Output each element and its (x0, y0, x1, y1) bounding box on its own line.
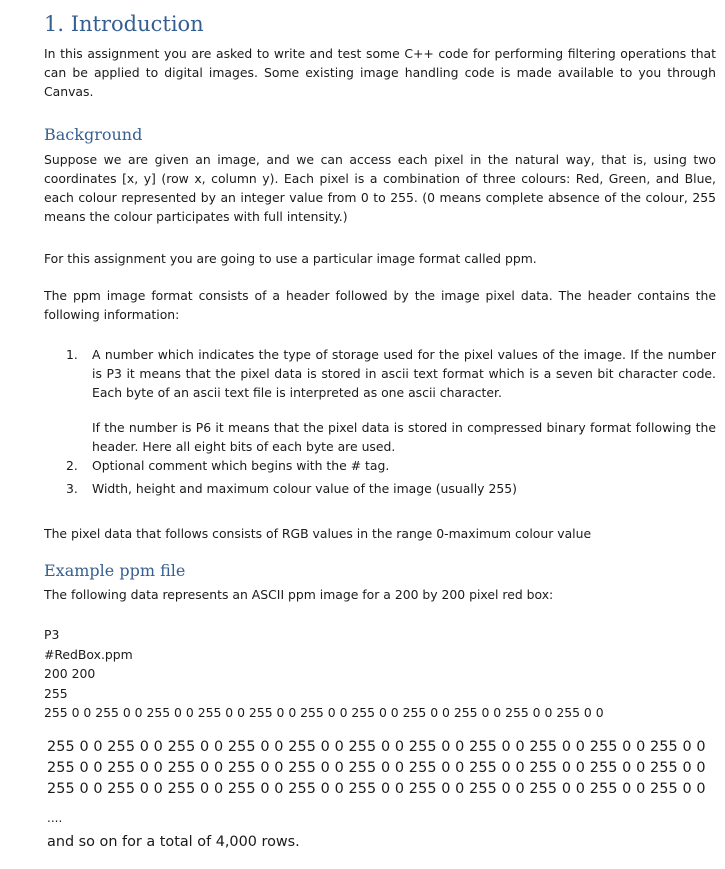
list-item-number: 2. (66, 458, 78, 473)
list-item-number: 1. (66, 347, 78, 362)
background-paragraph-2: For this assignment you are going to use a particular image format called ppm. (44, 251, 537, 266)
ppm-dimensions: 200 200 (44, 666, 96, 681)
ppm-max-value: 255 (44, 685, 68, 701)
list-item (66, 479, 716, 498)
introduction-paragraph: In this assignment you are asked to write and test some C++ code for performing filtering operations that can be applied to digital images. Some existing image handling code is made available to you through Canvas. (44, 46, 716, 99)
ppm-data-row: 255 0 0 255 0 0 255 0 0 255 0 0 255 0 0 255 0 0 255 0 0 255 0 0 255 0 0 255 0 0 255 0 0 (47, 739, 706, 755)
introduction-heading: 1. Introduction (44, 12, 204, 36)
ppm-data-block (47, 737, 706, 800)
ppm-header-block (44, 625, 604, 723)
list-item (66, 345, 716, 402)
ppm-closing-text: and so on for a total of 4,000 rows. (47, 834, 300, 850)
background-paragraph-4: The pixel data that follows consists of RGB values in the range 0-maximum colour value (44, 526, 592, 541)
ppm-ellipsis: .... (47, 811, 63, 825)
list-item-number: 3. (66, 481, 78, 496)
ppm-magic-number: P3 (44, 627, 60, 642)
list-item-text: Optional comment which begins with the # tag. (92, 458, 390, 473)
example-heading: Example ppm file (44, 561, 186, 580)
ppm-comment: #RedBox.ppm (44, 646, 133, 662)
list-item-text: If the number is P6 it means that the pixel data is stored in compressed binary format following the header. Here all eight bits of each byte are used. (92, 420, 716, 454)
list-item-text: Width, height and maximum colour value of the image (usually 255) (92, 481, 517, 496)
list-item (66, 456, 716, 475)
example-paragraph: The following data represents an ASCII ppm image for a 200 by 200 pixel red box: (44, 587, 554, 602)
background-heading: Background (44, 125, 143, 144)
list-item-continuation (66, 418, 716, 456)
background-paragraph-1: Suppose we are given an image, and we can access each pixel in the natural way, that is, using two coordinates [x, y] (row x, column y). Each pixel is a combination of three colours: Red, Green, and Blue, each colour represented by an integer value from 0 to 255. (0 means complete absence of the colour, 255 means the colour participates with full intensity.) (44, 152, 716, 224)
ppm-data-row: 255 0 0 255 0 0 255 0 0 255 0 0 255 0 0 255 0 0 255 0 0 255 0 0 255 0 0 255 0 0 255 0 0 (47, 781, 706, 797)
list-item-text: A number which indicates the type of storage used for the pixel values of the image. If the number is P3 it means that the pixel data is stored in ascii text format which is a seven bit character code. Each byte of an ascii text file is interpreted as one ascii character. (92, 347, 716, 400)
header-info-list (66, 345, 716, 498)
background-paragraph-3: The ppm image format consists of a header followed by the image pixel data. The header contains the following information: (44, 288, 716, 322)
ppm-first-data-row: 255 0 0 255 0 0 255 0 0 255 0 0 255 0 0 255 0 0 255 0 0 255 0 0 255 0 0 255 0 0 255 0 0 (44, 705, 604, 720)
ppm-data-row: 255 0 0 255 0 0 255 0 0 255 0 0 255 0 0 255 0 0 255 0 0 255 0 0 255 0 0 255 0 0 255 0 0 (47, 760, 706, 776)
